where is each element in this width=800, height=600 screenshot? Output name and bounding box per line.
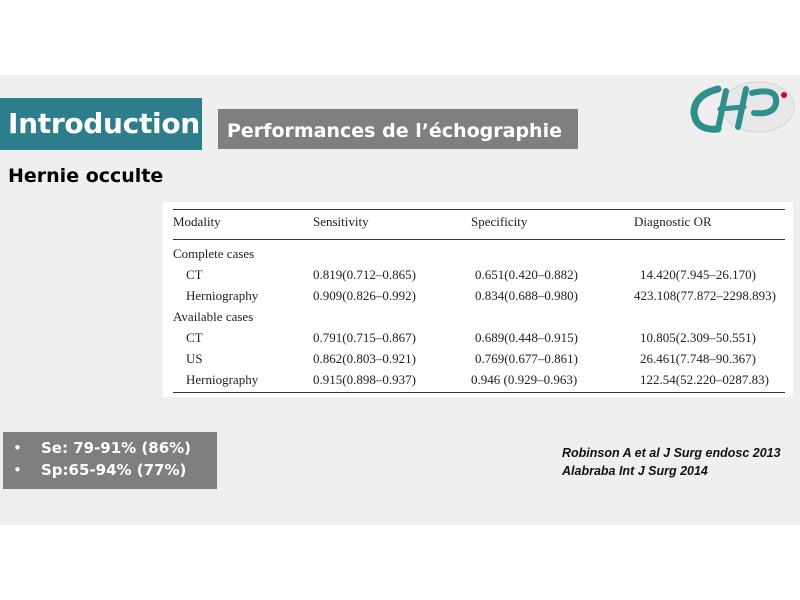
modality-cell: CT <box>186 267 203 282</box>
sensitivity-cell: 0.862(0.803–0.921) <box>313 351 416 366</box>
modality-cell: CT <box>186 330 203 345</box>
diagnostic-or-cell: 423.108(77.872–2298.893) <box>634 288 776 303</box>
specificity-cell: 0.651(0.420–0.882) <box>475 267 578 282</box>
section-title: Introduction <box>0 98 202 150</box>
sensitivity-cell: 0.819(0.712–0.865) <box>313 267 416 282</box>
table-row <box>173 369 785 393</box>
performance-table-panel <box>163 202 793 397</box>
sensitivity-cell: 0.909(0.826–0.992) <box>313 288 416 303</box>
bullet-specificity: • Sp:65-94% (77%) <box>3 459 217 481</box>
column-header: Diagnostic OR <box>634 210 785 240</box>
group-row <box>173 240 785 265</box>
summary-box <box>3 432 217 489</box>
slide <box>0 75 800 525</box>
performance-table <box>173 209 785 393</box>
diagnostic-or-cell: 10.805(2.309–50.551) <box>640 330 756 345</box>
diagnostic-or-cell: 122.54(52.220–0287.83) <box>634 369 785 393</box>
bullet-sensitivity: • Se: 79-91% (86%) <box>3 437 217 459</box>
group-label: Complete cases <box>173 246 255 261</box>
table-row <box>173 285 785 306</box>
diagnostic-or-cell: 14.420(7.945–26.170) <box>640 267 756 282</box>
references <box>562 444 781 480</box>
table-row <box>173 348 785 369</box>
group-row <box>173 306 785 327</box>
modality-cell: Herniography <box>173 369 313 393</box>
page-heading: Hernie occulte <box>8 165 164 187</box>
diagnostic-or-cell: 26.461(7.748–90.367) <box>640 351 756 366</box>
modality-cell: US <box>186 351 203 366</box>
group-label: Available cases <box>173 309 254 324</box>
table-row <box>173 264 785 285</box>
modality-cell: Herniography <box>186 288 259 303</box>
column-header: Sensitivity <box>313 210 471 240</box>
column-header: Specificity <box>471 210 634 240</box>
reference-item: Robinson A et al J Surg endosc 2013 <box>562 446 781 460</box>
specificity-cell: 0.946 (0.929–0.963) <box>471 369 634 393</box>
sensitivity-cell: 0.791(0.715–0.867) <box>313 330 416 345</box>
subtitle-banner: Performances de l’échographie <box>218 109 578 149</box>
specificity-cell: 0.769(0.677–0.861) <box>475 351 578 366</box>
sensitivity-cell: 0.915(0.898–0.937) <box>313 369 471 393</box>
column-header: Modality <box>173 210 313 240</box>
specificity-cell: 0.834(0.688–0.980) <box>475 288 578 303</box>
chpg-logo-icon <box>688 77 798 139</box>
specificity-cell: 0.689(0.448–0.915) <box>475 330 578 345</box>
table-row <box>173 327 785 348</box>
table-header-row <box>173 210 785 240</box>
reference-item: Alabraba Int J Surg 2014 <box>562 464 708 478</box>
